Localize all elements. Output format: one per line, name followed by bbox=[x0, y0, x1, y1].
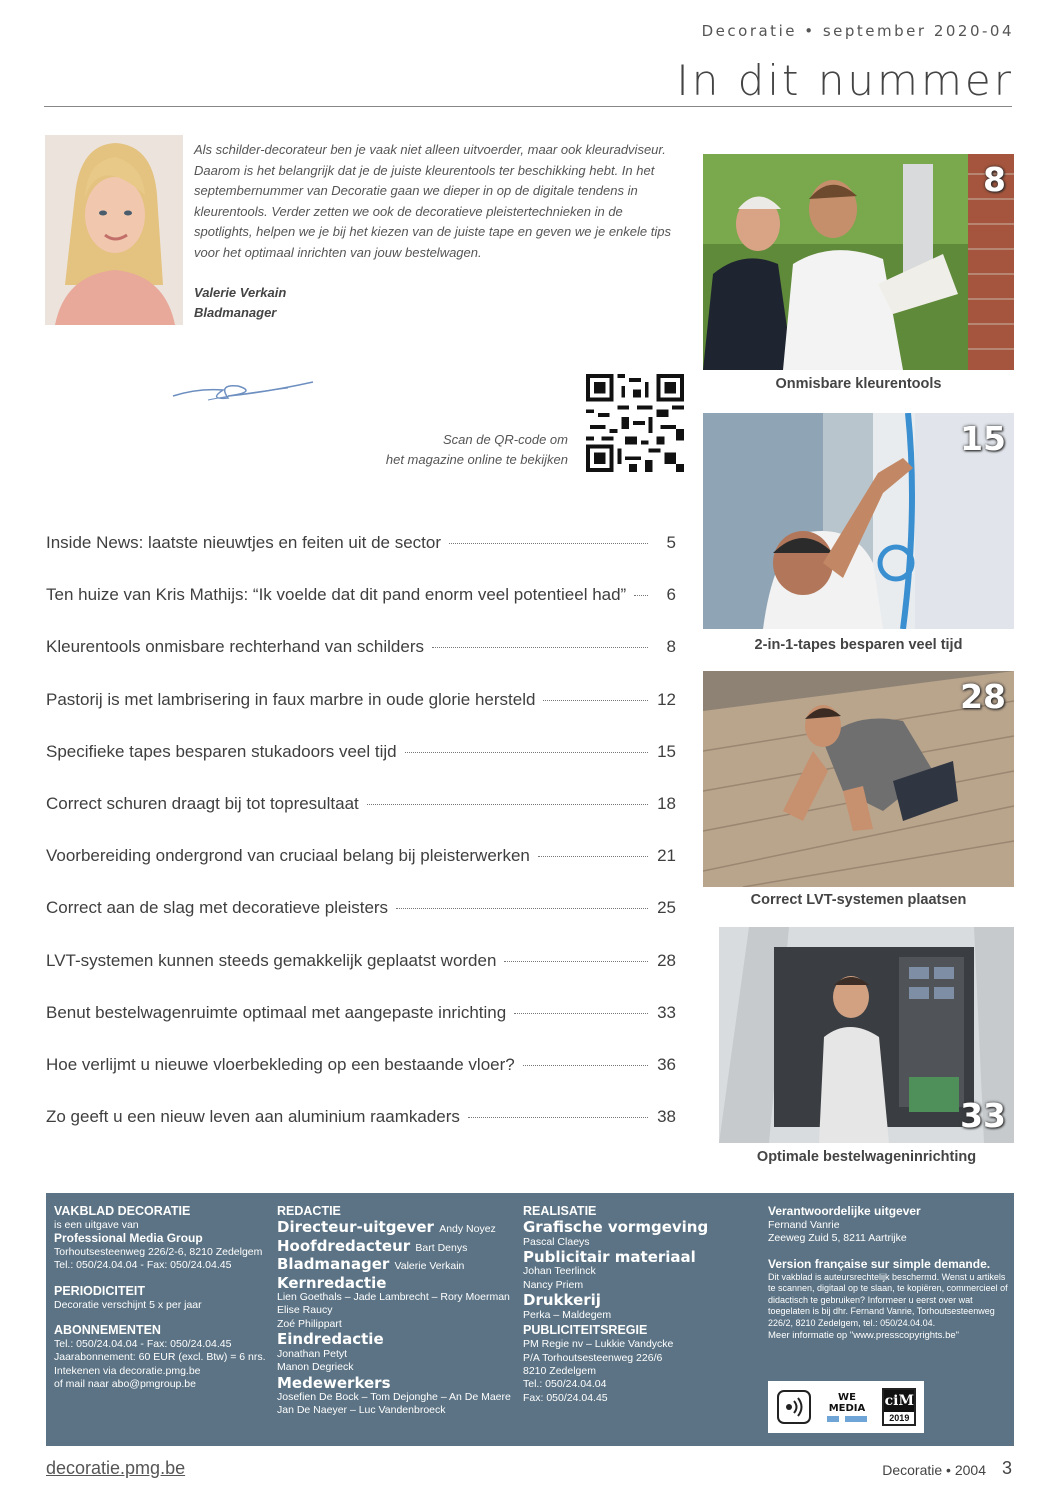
editor-portrait bbox=[45, 135, 183, 325]
qr-caption-line1: Scan de QR-code om bbox=[442, 432, 568, 447]
colophon-col-publisher: VAKBLAD DECORATIE is een uitgave van Professional Media Group Torhoutsesteenweg 226/2-6, 8210 Zedelgem Tel.: 050/24.04.04 - Fax: 050/24.04.45 PERIODICITEIT Decoratie verschijnt 5 x per jaar ABONNEMENTEN Tel.: 050/24.04.04 - Fax: 050/24.04.45 Jaarabonnement: 60 EUR (excl. Btw) = 6 nrs. Intekenen via decoratie.pmg.be of mail naar abo@pmgroup.be bbox=[54, 1204, 266, 1391]
footer-magazine: Decoratie • 2004 bbox=[882, 1462, 986, 1478]
website-link[interactable]: decoratie.pmg.be bbox=[46, 1458, 186, 1478]
feature-page-number: 15 bbox=[960, 419, 1006, 458]
feature-page-number: 28 bbox=[960, 677, 1006, 716]
toc-item[interactable]: Ten huize van Kris Mathijs: “Ik voelde dat dit pand enorm veel potentieel had” 6 bbox=[46, 585, 676, 605]
table-of-contents bbox=[46, 533, 676, 1159]
toc-item[interactable]: Kleurentools onmisbare rechterhand van schilders 8 bbox=[46, 637, 676, 657]
page-number: 3 bbox=[1001, 1458, 1012, 1478]
author-role: Bladmanager bbox=[194, 305, 277, 320]
toc-item[interactable]: Inside News: laatste nieuwtjes en feiten uit de sector 5 bbox=[46, 533, 676, 552]
toc-item[interactable]: Pastorij is met lambrisering in faux marbre in oude glorie hersteld 12 bbox=[46, 689, 676, 709]
qr-caption bbox=[340, 430, 568, 470]
feature-caption: 2-in-1-tapes besparen veel tijd bbox=[754, 637, 963, 653]
feature-page-number: 8 bbox=[983, 160, 1006, 199]
colophon-col-legal: Verantwoordelijke uitgever Fernand Vanrie Zeeweg Zuid 5, 8211 Aartrijke Version française sur simple demande. Dit vakblad is auteursrechtelijk beschermd. Wenst u artikels te scannen, digitaal op te slaan, te kopiëren, commercieel of didactisch te gebruiken? Informeer u eerst over wat toegelaten is bij dhr. Fernand Vanrie, Torhoutsesteenweg 226/2, 8210 Zedelgem, tel.: 050/24.04.04. Meer informatie op "www.presscopyrights.be" bbox=[768, 1204, 1008, 1342]
toc-item[interactable]: Zo geeft u een nieuw leven aan aluminium raamkaders 38 bbox=[46, 1107, 676, 1127]
qr-code[interactable] bbox=[586, 374, 684, 472]
qr-caption-line2: het magazine online te bekijken bbox=[385, 452, 568, 467]
feature-page-number: 33 bbox=[960, 1096, 1006, 1135]
sound-logo-icon bbox=[776, 1389, 812, 1425]
toc-item[interactable]: Voorbereiding ondergrond van cruciaal belang bij pleisterwerken 21 bbox=[46, 846, 676, 866]
feature-photo-lvt[interactable] bbox=[703, 671, 1014, 887]
page-title: In dit nummer bbox=[676, 56, 1014, 105]
colophon-col-editorial: REDACTIE Directeur-uitgever Andy Noyez Hoofdredacteur Bart Denys Bladmanager Valerie Verkain Kernredactie Lien Goethals – Jade Lambrecht – Rory Moerman Elise Raucy Zoé Philippart Eindredactie Jonathan Petyt Manon Degrieck Medewerkers Josefien De Bock – Tom Dejonghe – An De Maere Jan De Naeyer – Luc Vandenbroeck bbox=[277, 1204, 511, 1417]
toc-item[interactable]: LVT-systemen kunnen steeds gemakkelijk geplaatst worden 28 bbox=[46, 950, 676, 970]
feature-photo-bestelwagen[interactable] bbox=[719, 927, 1014, 1143]
toc-item[interactable]: Specifieke tapes besparen stukadoors veel tijd 15 bbox=[46, 741, 676, 761]
feature-caption: Onmisbare kleurentools bbox=[775, 376, 942, 392]
feature-photo-kleurentools[interactable] bbox=[703, 154, 1014, 370]
author-name: Valerie Verkain bbox=[194, 285, 287, 300]
feature-caption: Correct LVT-systemen plaatsen bbox=[750, 892, 967, 908]
certification-logos bbox=[768, 1381, 924, 1433]
feature-photo-tapes[interactable] bbox=[703, 413, 1014, 629]
toc-item[interactable]: Benut bestelwagenruimte optimaal met aangepaste inrichting 33 bbox=[46, 1002, 676, 1022]
we-media-logo-icon: WE MEDIA bbox=[827, 1392, 867, 1422]
colophon-col-production: REALISATIE Grafische vormgeving Pascal Claeys Publicitair materiaal Johan Teerlinck Nancy Priem Drukkerij Perka – Maldegem PUBLICITEITSREGIE PM Regie nv – Lukkie Vandycke P/A Torhoutsesteenweg 226/6 8210 Zedelgem Tel.: 050/24.04.04 Fax: 050/24.04.45 bbox=[523, 1204, 709, 1404]
colophon bbox=[46, 1193, 1014, 1446]
toc-item[interactable]: Hoe verlijmt u nieuwe vloerbekleding op een bestaande vloer? 36 bbox=[46, 1054, 676, 1074]
cim-logo-icon: ciM 2019 bbox=[882, 1388, 916, 1426]
issue-kicker: Decoratie • september 2020-04 bbox=[701, 22, 1014, 40]
header-divider bbox=[44, 106, 1012, 107]
author-block bbox=[194, 283, 286, 323]
handwritten-signature bbox=[168, 370, 318, 406]
toc-item[interactable]: Correct aan de slag met decoratieve pleisters 25 bbox=[46, 898, 676, 918]
feature-caption: Optimale bestelwageninrichting bbox=[756, 1149, 977, 1165]
toc-item[interactable]: Correct schuren draagt bij tot topresultaat 18 bbox=[46, 793, 676, 813]
intro-text: Als schilder-decorateur ben je vaak niet alleen uitvoerder, maar ook kleuradviseur. Daarom is het belangrijk dat je de juiste kleurentools ter beschikking hebt. In het septembernummer van Decoratie gaan we dieper in op de digitale tendens in kleurentools. Verder zetten we ook de decoratieve pleistertechnieken in de spotlights, helpen we je bij het kiezen van de juiste tape en geven we je enkele tips voor het optimaal inrichten van jouw bestelwagen. bbox=[194, 142, 671, 260]
